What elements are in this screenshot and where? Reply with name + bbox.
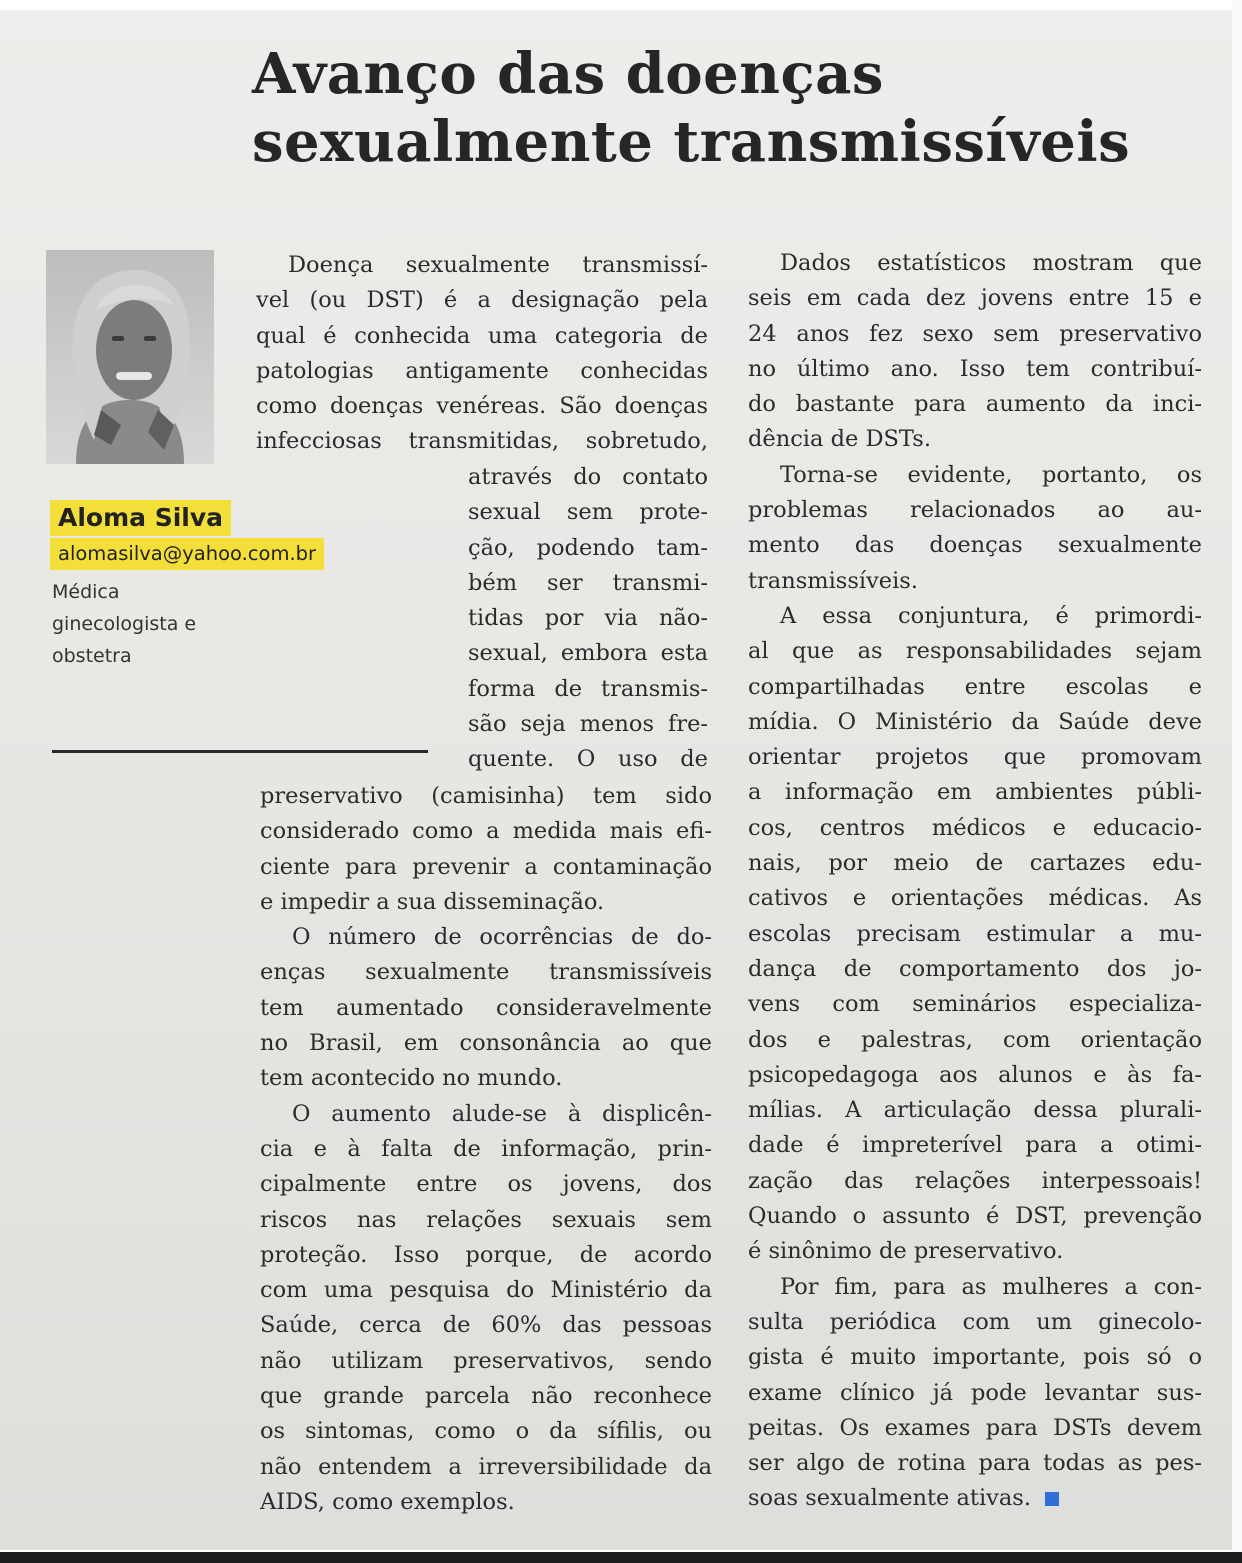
author-email: alomasilva@yahoo.com.br — [50, 538, 324, 570]
text-line: através do contato — [468, 464, 708, 490]
text-line: Dados estatísticos mostram que — [780, 250, 1202, 276]
text-line: Doença sexualmente transmissí- — [288, 252, 708, 278]
text-line: exame clínico já pode levantar sus- — [748, 1379, 1202, 1406]
text-line: Saúde, cerca de 60% das pessoas — [260, 1312, 712, 1339]
text-line: seis em cada dez jovens entre 15 e — [748, 285, 1202, 312]
text-line: O aumento alude-se à displicên- — [292, 1100, 712, 1127]
end-mark-square — [1045, 1492, 1059, 1506]
text-line: peitas. Os exames para DSTs devem — [748, 1414, 1202, 1441]
author-role — [52, 576, 232, 672]
text-line: dos e palestras, com orientação — [748, 1026, 1202, 1053]
text-line: Torna-se evidente, portanto, os — [780, 461, 1202, 488]
text-line: do bastante para aumento da inci- — [748, 391, 1202, 418]
text-line: enças sexualmente transmissíveis — [260, 959, 712, 986]
text-line: mílias. A articulação dessa plurali- — [748, 1097, 1202, 1124]
text-line: não utilizam preservativos, sendo — [260, 1347, 712, 1374]
text-line: cos, centros médicos e educacio- — [748, 814, 1202, 841]
page-margin — [1232, 0, 1242, 1563]
text-line: al que as responsabilidades sejam — [748, 638, 1202, 665]
text-line: são seja menos fre- — [468, 711, 708, 738]
text-line — [748, 1481, 1202, 1516]
text-line: quente. O uso de — [468, 746, 708, 773]
text-line: 24 anos fez sexo sem preservativo — [748, 320, 1202, 347]
text-line: proteção. Isso porque, de acordo — [260, 1241, 712, 1268]
text-line: forma de transmis- — [468, 675, 708, 702]
text-line: os sintomas, como o da sífilis, ou — [260, 1418, 712, 1445]
text-line: tidas por via não- — [468, 605, 708, 632]
text-line: infecciosas transmitidas, sobretudo, — [256, 428, 708, 455]
text-line: bém ser transmi- — [468, 569, 708, 596]
column-1-top — [256, 248, 708, 460]
text-line: O número de ocorrências de do- — [292, 924, 712, 951]
author-photo — [46, 250, 214, 464]
text-line: no Brasil, em consonância ao que — [260, 1030, 712, 1057]
text-line: tem acontecido no mundo. — [260, 1065, 563, 1092]
separator-rule — [52, 750, 428, 753]
text-line-content: soas sexualmente ativas. — [748, 1485, 1031, 1512]
text-line: é sinônimo de preservativo. — [748, 1238, 1064, 1265]
text-line: não entendem a irreversibilidade da — [260, 1453, 712, 1480]
text-line: escolas precisam estimular a mu- — [748, 920, 1202, 947]
text-line: e impedir a sua disseminação. — [260, 888, 605, 915]
text-line: cativos e orientações médicas. As — [748, 885, 1202, 912]
text-line: ciente para prevenir a contaminação — [260, 853, 712, 880]
text-line: dência de DSTs. — [748, 426, 931, 453]
text-line: transmissíveis. — [748, 567, 918, 594]
article-headline — [252, 40, 1212, 176]
text-line: mídia. O Ministério da Saúde deve — [748, 708, 1202, 735]
text-line: gista é muito importante, pois só o — [748, 1344, 1202, 1371]
text-line: dade é impreterível para a otimi- — [748, 1132, 1202, 1159]
text-line: AIDS, como exemplos. — [260, 1488, 515, 1515]
text-line: ser algo de rotina para todas as pes- — [748, 1450, 1202, 1477]
text-line: cia e à falta de informação, prin- — [260, 1135, 712, 1162]
author-role-line: Médica — [52, 581, 120, 603]
text-line: sexual sem prote- — [468, 499, 708, 526]
text-line: ção, podendo tam- — [468, 534, 708, 561]
text-line: riscos nas relações sexuais sem — [260, 1206, 712, 1233]
text-line: com uma pesquisa do Ministério da — [260, 1277, 712, 1304]
text-line: patologias antigamente conhecidas — [256, 357, 708, 384]
text-line: Quando o assunto é DST, prevenção — [748, 1203, 1202, 1230]
text-line: a informação em ambientes públi- — [748, 779, 1202, 806]
headline-line: Avanço das doenças — [252, 41, 884, 107]
text-line: dança de comportamento dos jo- — [748, 955, 1202, 982]
text-line: vens com seminários especializa- — [748, 991, 1202, 1018]
column-1-wrap — [468, 460, 708, 778]
author-portrait-icon — [46, 250, 214, 464]
text-line: sexual, embora esta — [468, 640, 708, 667]
text-line: Por fim, para as mulheres a con- — [780, 1273, 1202, 1300]
author-name: Aloma Silva — [50, 500, 231, 536]
author-role-line: ginecologista e — [52, 613, 197, 635]
text-line: no último ano. Isso tem contribuí- — [748, 355, 1202, 382]
text-line: preservativo (camisinha) tem sido — [260, 783, 712, 809]
text-line: orientar projetos que promovam — [748, 744, 1202, 771]
text-line: sulta periódica com um ginecolo- — [748, 1308, 1202, 1335]
text-line: tem aumentado consideravelmente — [260, 994, 712, 1021]
text-line: qual é conhecida uma categoria de — [256, 322, 708, 349]
author-role-line: obstetra — [52, 645, 132, 667]
headline-line: sexualmente transmissíveis — [252, 109, 1131, 175]
newspaper-page — [0, 10, 1232, 1550]
text-line: mento das doenças sexualmente — [748, 532, 1202, 559]
text-line: nais, por meio de cartazes edu- — [748, 850, 1202, 877]
text-line: compartilhadas entre escolas e — [748, 673, 1202, 700]
bottom-edge-bar — [0, 1552, 1242, 1563]
text-line: problemas relacionados ao au- — [748, 497, 1202, 524]
text-line: considerado como a medida mais efi- — [260, 818, 712, 845]
text-line: que grande parcela não reconhece — [260, 1383, 712, 1410]
text-line: cipalmente entre os jovens, dos — [260, 1171, 712, 1198]
text-line: psicopedagoga aos alunos e às fa- — [748, 1061, 1202, 1088]
text-line: A essa conjuntura, é primordi- — [780, 602, 1202, 629]
text-line: como doenças venéreas. São doenças — [256, 393, 708, 420]
column-2 — [748, 246, 1202, 1517]
column-1-bottom — [260, 779, 712, 1520]
text-line: vel (ou DST) é a designação pela — [256, 287, 708, 314]
text-line: zação das relações interpessoais! — [748, 1167, 1202, 1194]
